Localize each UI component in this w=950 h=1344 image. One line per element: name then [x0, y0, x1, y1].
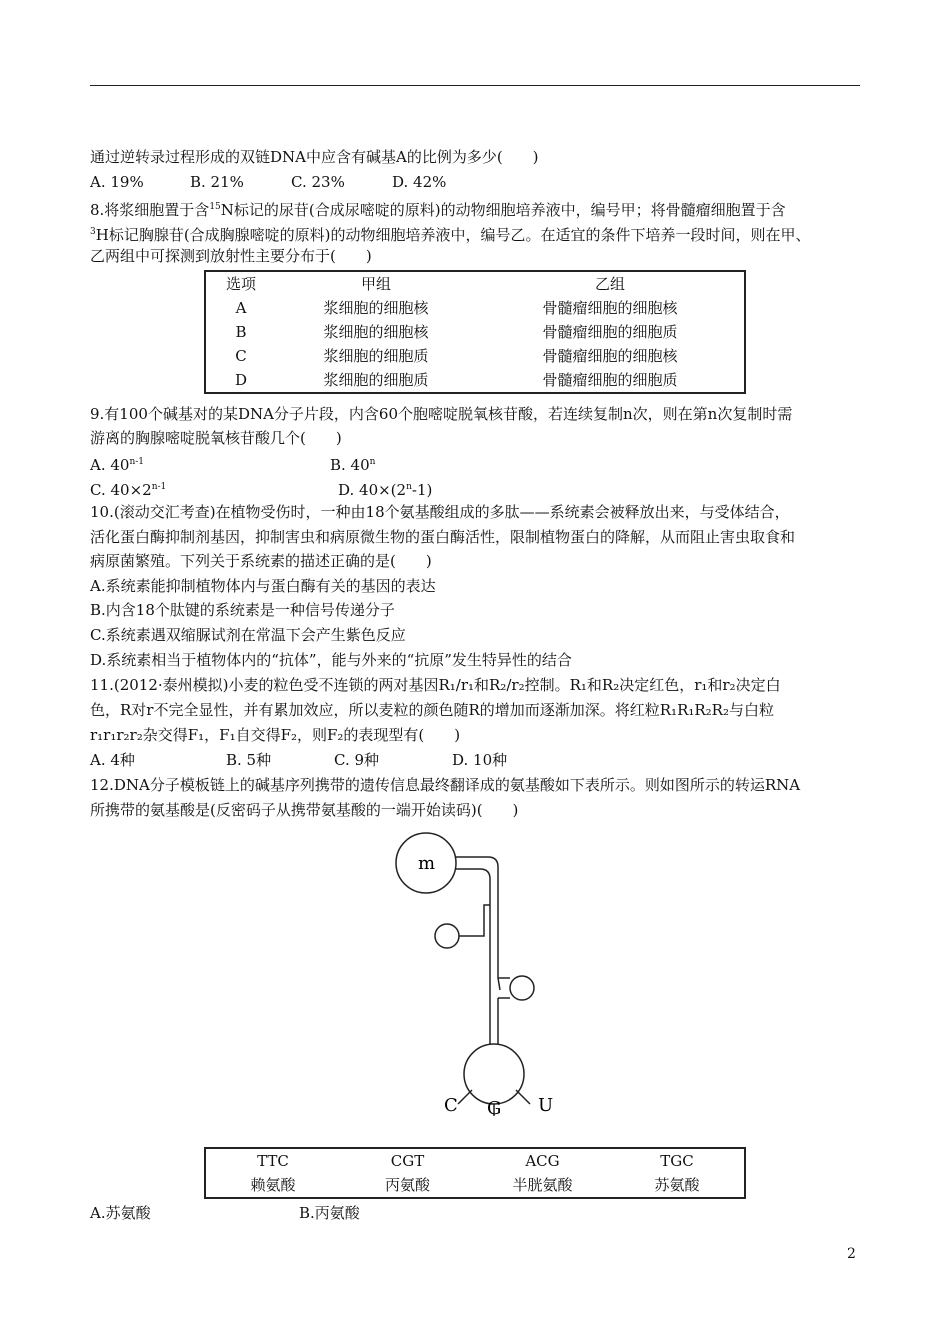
codon-cell: ACG: [525, 1152, 560, 1170]
q8-table: [204, 270, 746, 394]
table-cell: C: [235, 347, 247, 365]
q7-options: [90, 172, 446, 192]
d-arm: [459, 905, 490, 936]
table-cell: 浆细胞的细胞质: [323, 347, 429, 365]
trna-diagram: [380, 828, 580, 1124]
q9-option-b: B. 40$^n$: [330, 456, 376, 474]
q11-option-a: A. 4种: [90, 751, 135, 769]
q10-line-1: 10.(滚动交汇考查)在植物受伤时，一种由18个氨基酸组成的多肽——系统素会被释放出来，与受体结合，: [90, 503, 790, 521]
codon-cell: TGC: [660, 1152, 694, 1170]
q12-codon-table: [204, 1147, 746, 1199]
q9-options-ab: [90, 452, 375, 475]
header-rule: [90, 85, 860, 86]
q9-option-d: D. $40\times(2^n-1)$: [338, 481, 433, 499]
q9-options-cd: [90, 477, 432, 500]
q11-options: [90, 750, 507, 770]
q9-option-c: C. $40\times 2^{n-1}$: [90, 481, 167, 499]
q10-option-d: D.系统素相当于植物体内的“抗体”，能与外来的“抗原”发生特异性的结合: [90, 651, 572, 669]
table-cell: D: [234, 371, 248, 389]
t-loop: [510, 976, 534, 1000]
q8-line-1: 8.将浆细胞置于含$^{15}$N标记的尿苷(合成尿嘧啶的原料)的动物细胞培养液中，编号甲；将骨髓瘤细胞置于含: [90, 201, 786, 219]
codon-cell: TTC: [257, 1152, 289, 1170]
d-loop: [435, 924, 459, 948]
q7-option-a: A. 19%: [90, 173, 144, 191]
table-cell: A: [235, 299, 247, 317]
q7-option-c: C. 23%: [291, 173, 345, 191]
q7-stem: 通过逆转录过程形成的双链DNA中应含有碱基A的比例为多少( ): [90, 148, 539, 166]
q9-option-a: A. 40$^{n-1}$: [90, 456, 145, 474]
q10-option-b: B.内含18个肽键的系统素是一种信号传递分子: [90, 601, 395, 619]
q10-line-2: 活化蛋白酶抑制剂基因，抑制害虫和病原微生物的蛋白酶活性，限制植物蛋白的降解，从而阻止害虫取食和: [90, 528, 796, 546]
table-header-row: [205, 271, 745, 296]
q12-line-1: 12.DNA分子模板链上的碱基序列携带的遗传信息最终翻译成的氨基酸如下表所示。则如图所示的转运RNA: [90, 776, 801, 794]
amino-acid-cell: 苏氨酸: [654, 1176, 700, 1194]
table-cell: 骨髓瘤细胞的细胞质: [542, 323, 678, 341]
q8-line-3: 乙两组中可探测到放射性主要分布于( ): [90, 247, 372, 265]
header-group-yi: 乙组: [594, 275, 625, 293]
q12-option-a: A.苏氨酸: [90, 1204, 151, 1222]
q11-option-b: B. 5种: [226, 751, 272, 769]
base-label-u: U: [538, 1095, 554, 1116]
base-label-c: C: [444, 1095, 458, 1116]
q10-option-a: A.系统素能抑制植物体内与蛋白酶有关的基因的表达: [90, 577, 436, 595]
header-option: 选项: [225, 275, 256, 293]
q11-line-1: 11.(2012·泰州模拟)小麦的粒色受不连锁的两对基因R₁/r₁和R₂/r₂控制。R₁和R₂决定红色，r₁和r₂决定白: [90, 676, 781, 694]
base-tick-u: [516, 1090, 530, 1104]
q12-line-2: 所携带的氨基酸是(反密码子从携带氨基酸的一端开始读码)( ): [90, 801, 519, 819]
header-group-jia: 甲组: [360, 275, 391, 293]
table-cell: B: [235, 323, 247, 341]
table-cell: 浆细胞的细胞核: [323, 299, 429, 317]
base-label-g: G: [487, 1098, 502, 1119]
table-row: [205, 296, 745, 320]
table-cell: 骨髓瘤细胞的细胞核: [542, 299, 678, 317]
table-row: [205, 320, 745, 344]
table-cell: 骨髓瘤细胞的细胞核: [542, 347, 678, 365]
q11-line-3: r₁r₁r₂r₂杂交得F₁，F₁自交得F₂，则F₂的表现型有( ): [90, 726, 461, 744]
base-tick-c: [458, 1090, 472, 1104]
amino-acid-cell: 半胱氨酸: [512, 1176, 573, 1194]
codon-row: [205, 1148, 745, 1173]
table-cell: 浆细胞的细胞质: [323, 371, 429, 389]
q12-options: [90, 1203, 360, 1223]
codon-cell: CGT: [390, 1152, 425, 1170]
q7-option-b: B. 21%: [190, 173, 244, 191]
acceptor-arm-inner: [456, 869, 490, 1044]
amino-acid-cell: 赖氨酸: [250, 1176, 296, 1194]
q12-option-b: B.丙氨酸: [299, 1204, 360, 1222]
q10-option-c: C.系统素遇双缩脲试剂在常温下会产生紫色反应: [90, 626, 406, 644]
table-cell: 浆细胞的细胞核: [323, 323, 429, 341]
table-row: [205, 368, 745, 393]
q11-option-c: C. 9种: [334, 751, 380, 769]
acceptor-arm-outer: [456, 857, 500, 990]
amino-acid-cell: 丙氨酸: [384, 1176, 430, 1194]
q11-line-2: 色，R对r不完全显性，并有累加效应，所以麦粒的颜色随R的增加而逐渐加深。将红粒R₁R₁R₂R₂与白粒: [90, 701, 774, 719]
amino-acid-label: m: [418, 853, 436, 874]
q9-line-2: 游离的胸腺嘧啶脱氧核苷酸几个( ): [90, 429, 342, 447]
q10-line-3: 病原菌繁殖。下列关于系统素的描述正确的是( ): [90, 552, 432, 570]
table-cell: 骨髓瘤细胞的细胞质: [542, 371, 678, 389]
q7-option-d: D. 42%: [392, 173, 447, 191]
page-number: 2: [847, 1246, 856, 1262]
q11-option-d: D. 10种: [452, 751, 508, 769]
amino-acid-row: [205, 1173, 745, 1198]
anticodon-loop: [464, 1044, 524, 1104]
q9-line-1: 9.有100个碱基对的某DNA分子片段，内含60个胞嘧啶脱氧核苷酸，若连续复制n次，则在第n次复制时需: [90, 405, 793, 423]
q8-line-2: $^3$H标记胸腺苷(合成胸腺嘧啶的原料)的动物细胞培养液中，编号乙。在适宜的条件下培养一段时间，则在甲、: [90, 226, 811, 244]
table-row: [205, 344, 745, 368]
